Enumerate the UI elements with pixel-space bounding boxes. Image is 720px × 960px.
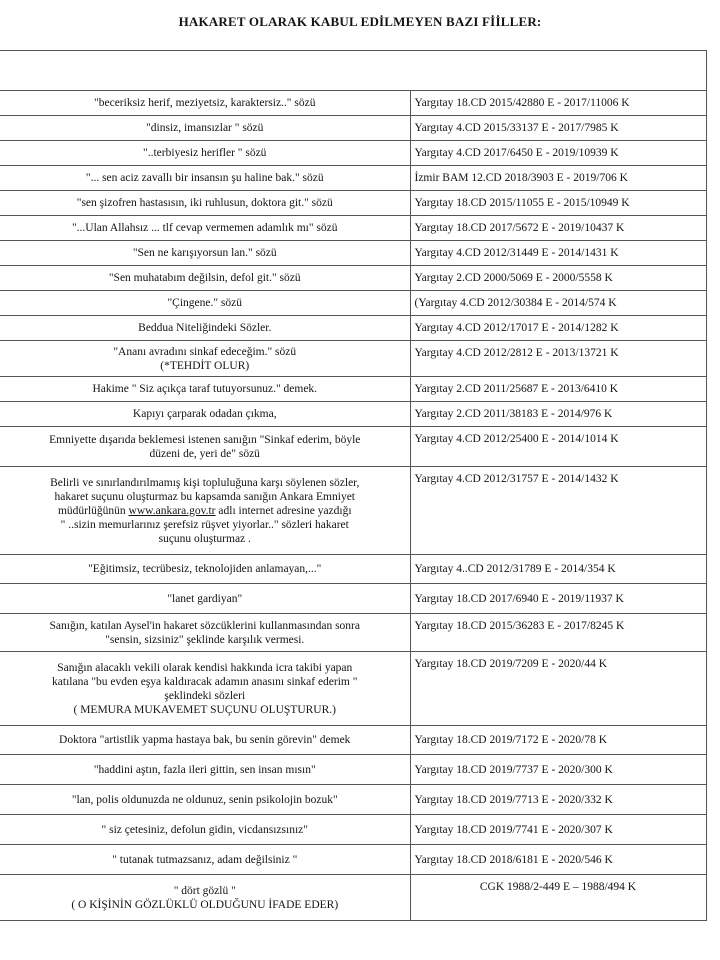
phrase-line: "Ananı avradını sinkaf edeceğim." sözü: [113, 345, 297, 358]
table-row: [0, 402, 706, 427]
phrase-cell: "haddini aştın, fazla ileri gittin, sen insan mısın": [0, 755, 410, 785]
phrase-cell: [0, 614, 410, 652]
citation-cell: Yargıtay 4..CD 2012/31789 E - 2014/354 K: [410, 555, 706, 584]
table-row: [0, 341, 706, 377]
table-row: [0, 652, 706, 726]
phrase-cell: "... sen aciz zavallı bir insansın şu haline bak." sözü: [0, 166, 410, 191]
citation-cell: Yargıtay 18.CD 2017/6940 E - 2019/11937 K: [410, 584, 706, 614]
citation-cell: Yargıtay 18.CD 2015/11055 E - 2015/10949 K: [410, 191, 706, 216]
citation-cell: (Yargıtay 4.CD 2012/30384 E - 2014/574 K: [410, 291, 706, 316]
citation-cell: Yargıtay 18.CD 2017/5672 E - 2019/10437 K: [410, 216, 706, 241]
table-row: [0, 166, 706, 191]
citation-cell: Yargıtay 4.CD 2015/33137 E - 2017/7985 K: [410, 116, 706, 141]
phrase-cell: "dinsiz, imansızlar " sözü: [0, 116, 410, 141]
citation-cell: Yargıtay 4.CD 2012/31757 E - 2014/1432 K: [410, 467, 706, 555]
phrase-cell: [0, 875, 410, 921]
phrase-cell: [0, 341, 410, 377]
table-row: [0, 116, 706, 141]
table-row: [0, 291, 706, 316]
phrase-cell: Beddua Niteliğindeki Sözler.: [0, 316, 410, 341]
citation-cell: Yargıtay 18.CD 2015/36283 E - 2017/8245 K: [410, 614, 706, 652]
phrase-line: düzeni de, yeri de" sözü: [149, 447, 260, 460]
phrase-cell: "lanet gardiyan": [0, 584, 410, 614]
mukavemet-note: ( MEMURA MUKAVEMET SUÇUNU OLUŞTURUR.): [73, 703, 336, 716]
citation-cell: Yargıtay 2.CD 2000/5069 E - 2000/5558 K: [410, 266, 706, 291]
table-row: [0, 845, 706, 875]
phrase-line: katılana "bu evden eşya kaldıracak adamın anasını sinkaf ederim ": [52, 675, 358, 688]
tehdit-note: (*TEHDİT OLUR): [160, 359, 250, 372]
table-row: [0, 584, 706, 614]
phrase-cell: Doktora "artistlik yapma hastaya bak, bu senin görevin" demek: [0, 726, 410, 755]
citation-cell: Yargıtay 4.CD 2012/31449 E - 2014/1431 K: [410, 241, 706, 266]
phrase-text: adlı internet adresine yazdığı: [215, 504, 352, 517]
phrase-cell: "beceriksiz herif, meziyetsiz, karaktersiz.." sözü: [0, 91, 410, 116]
citation-cell: Yargıtay 18.CD 2019/7172 E - 2020/78 K: [410, 726, 706, 755]
table-row: [0, 785, 706, 815]
citation-cell: Yargıtay 2.CD 2011/25687 E - 2013/6410 K: [410, 377, 706, 402]
phrase-cell: Hakime " Siz açıkça taraf tutuyorsunuz." demek.: [0, 377, 410, 402]
table-row: [0, 216, 706, 241]
phrase-line: ( O KİŞİNİN GÖZLÜKLÜ OLDUĞUNU İFADE EDER): [71, 898, 339, 911]
table-row: [0, 755, 706, 785]
citation-cell: Yargıtay 18.CD 2019/7713 E - 2020/332 K: [410, 785, 706, 815]
citation-cell: Yargıtay 2.CD 2011/38183 E - 2014/976 K: [410, 402, 706, 427]
citation-cell: Yargıtay 18.CD 2019/7209 E - 2020/44 K: [410, 652, 706, 726]
phrase-line: şeklindeki sözleri: [164, 689, 246, 702]
phrase-cell: [0, 427, 410, 467]
phrase-cell: [0, 652, 410, 726]
rulings-table: [0, 50, 707, 921]
phrase-cell: "lan, polis oldunuzda ne oldunuz, senin psikolojin bozuk": [0, 785, 410, 815]
table-row: [0, 316, 706, 341]
phrase-cell: [0, 467, 410, 555]
citation-cell: Yargıtay 4.CD 2012/17017 E - 2014/1282 K: [410, 316, 706, 341]
citation-cell: Yargıtay 18.CD 2019/7741 E - 2020/307 K: [410, 815, 706, 845]
phrase-cell: "Eğitimsiz, tecrübesiz, teknolojiden anlamayan,...": [0, 555, 410, 584]
table-row: [0, 191, 706, 216]
website-link[interactable]: www.ankara.gov.tr: [128, 504, 216, 517]
phrase-cell: "..terbiyesiz herifler " sözü: [0, 141, 410, 166]
phrase-cell: Kapıyı çarparak odadan çıkma,: [0, 402, 410, 427]
phrase-cell: " tutanak tutmazsanız, adam değilsiniz ": [0, 845, 410, 875]
phrase-cell: "Sen ne karışıyorsun lan." sözü: [0, 241, 410, 266]
table-row: [0, 555, 706, 584]
citation-cell: Yargıtay 4.CD 2012/25400 E - 2014/1014 K: [410, 427, 706, 467]
phrase-line: Emniyette dışarıda beklemesi istenen sanığın "Sinkaf ederim, böyle: [49, 433, 361, 446]
table-row: [0, 427, 706, 467]
table-row: [0, 815, 706, 845]
citation-cell: CGK 1988/2-449 E – 1988/494 K: [410, 875, 706, 921]
citation-cell: Yargıtay 18.CD 2018/6181 E - 2020/546 K: [410, 845, 706, 875]
phrase-line: hakaret suçunu oluşturmaz bu kapsamda sanığın Ankara Emniyet: [54, 490, 356, 503]
page-title: HAKARET OLARAK KABUL EDİLMEYEN BAZI FİİLLER:: [178, 14, 542, 29]
table-row: [0, 51, 706, 91]
phrase-line: "sensin, sizsiniz" şeklinde karşılık vermesi.: [105, 633, 305, 646]
phrase-line: " ..sizin memurlarınız şerefsiz rüşvet yiyorlar.." sözleri hakaret: [60, 518, 349, 531]
phrase-cell: "Sen muhatabım değilsin, defol git." sözü: [0, 266, 410, 291]
table-row: [0, 726, 706, 755]
header-spacer: [0, 51, 706, 91]
table-row: [0, 614, 706, 652]
phrase-cell: "sen şizofren hastasısın, iki ruhlusun, doktora git." sözü: [0, 191, 410, 216]
phrase-line: Sanığın alacaklı vekili olarak kendisi hakkında icra takibi yapan: [57, 661, 353, 674]
phrase-cell: "Çingene." sözü: [0, 291, 410, 316]
table-row: [0, 141, 706, 166]
citation-cell: Yargıtay 18.CD 2015/42880 E - 2017/11006 K: [410, 91, 706, 116]
phrase-line: suçunu oluşturmaz .: [158, 532, 251, 545]
phrase-cell: " siz çetesiniz, defolun gidin, vicdansızsınız": [0, 815, 410, 845]
citation-cell: Yargıtay 18.CD 2019/7737 E - 2020/300 K: [410, 755, 706, 785]
citation-cell: İzmir BAM 12.CD 2018/3903 E - 2019/706 K: [410, 166, 706, 191]
phrase-line: [4, 504, 406, 518]
phrase-line: " dört gözlü ": [173, 884, 236, 897]
phrase-text: müdürlüğünün: [57, 504, 129, 517]
phrase-line: Sanığın, katılan Aysel'in hakaret sözcüklerini kullanmasından sonra: [49, 619, 360, 632]
table-row: [0, 266, 706, 291]
table-row: [0, 241, 706, 266]
table-row: [0, 91, 706, 116]
citation-cell: Yargıtay 4.CD 2017/6450 E - 2019/10939 K: [410, 141, 706, 166]
table-row: [0, 875, 706, 921]
citation-cell: Yargıtay 4.CD 2012/2812 E - 2013/13721 K: [410, 341, 706, 377]
phrase-line: Belirli ve sınırlandırılmamış kişi topluluğuna karşı söylenen sözler,: [50, 476, 360, 489]
table-row: [0, 467, 706, 555]
phrase-cell: "...Ulan Allahsız ... tlf cevap vermemen adamlık mı" sözü: [0, 216, 410, 241]
table-row: [0, 377, 706, 402]
